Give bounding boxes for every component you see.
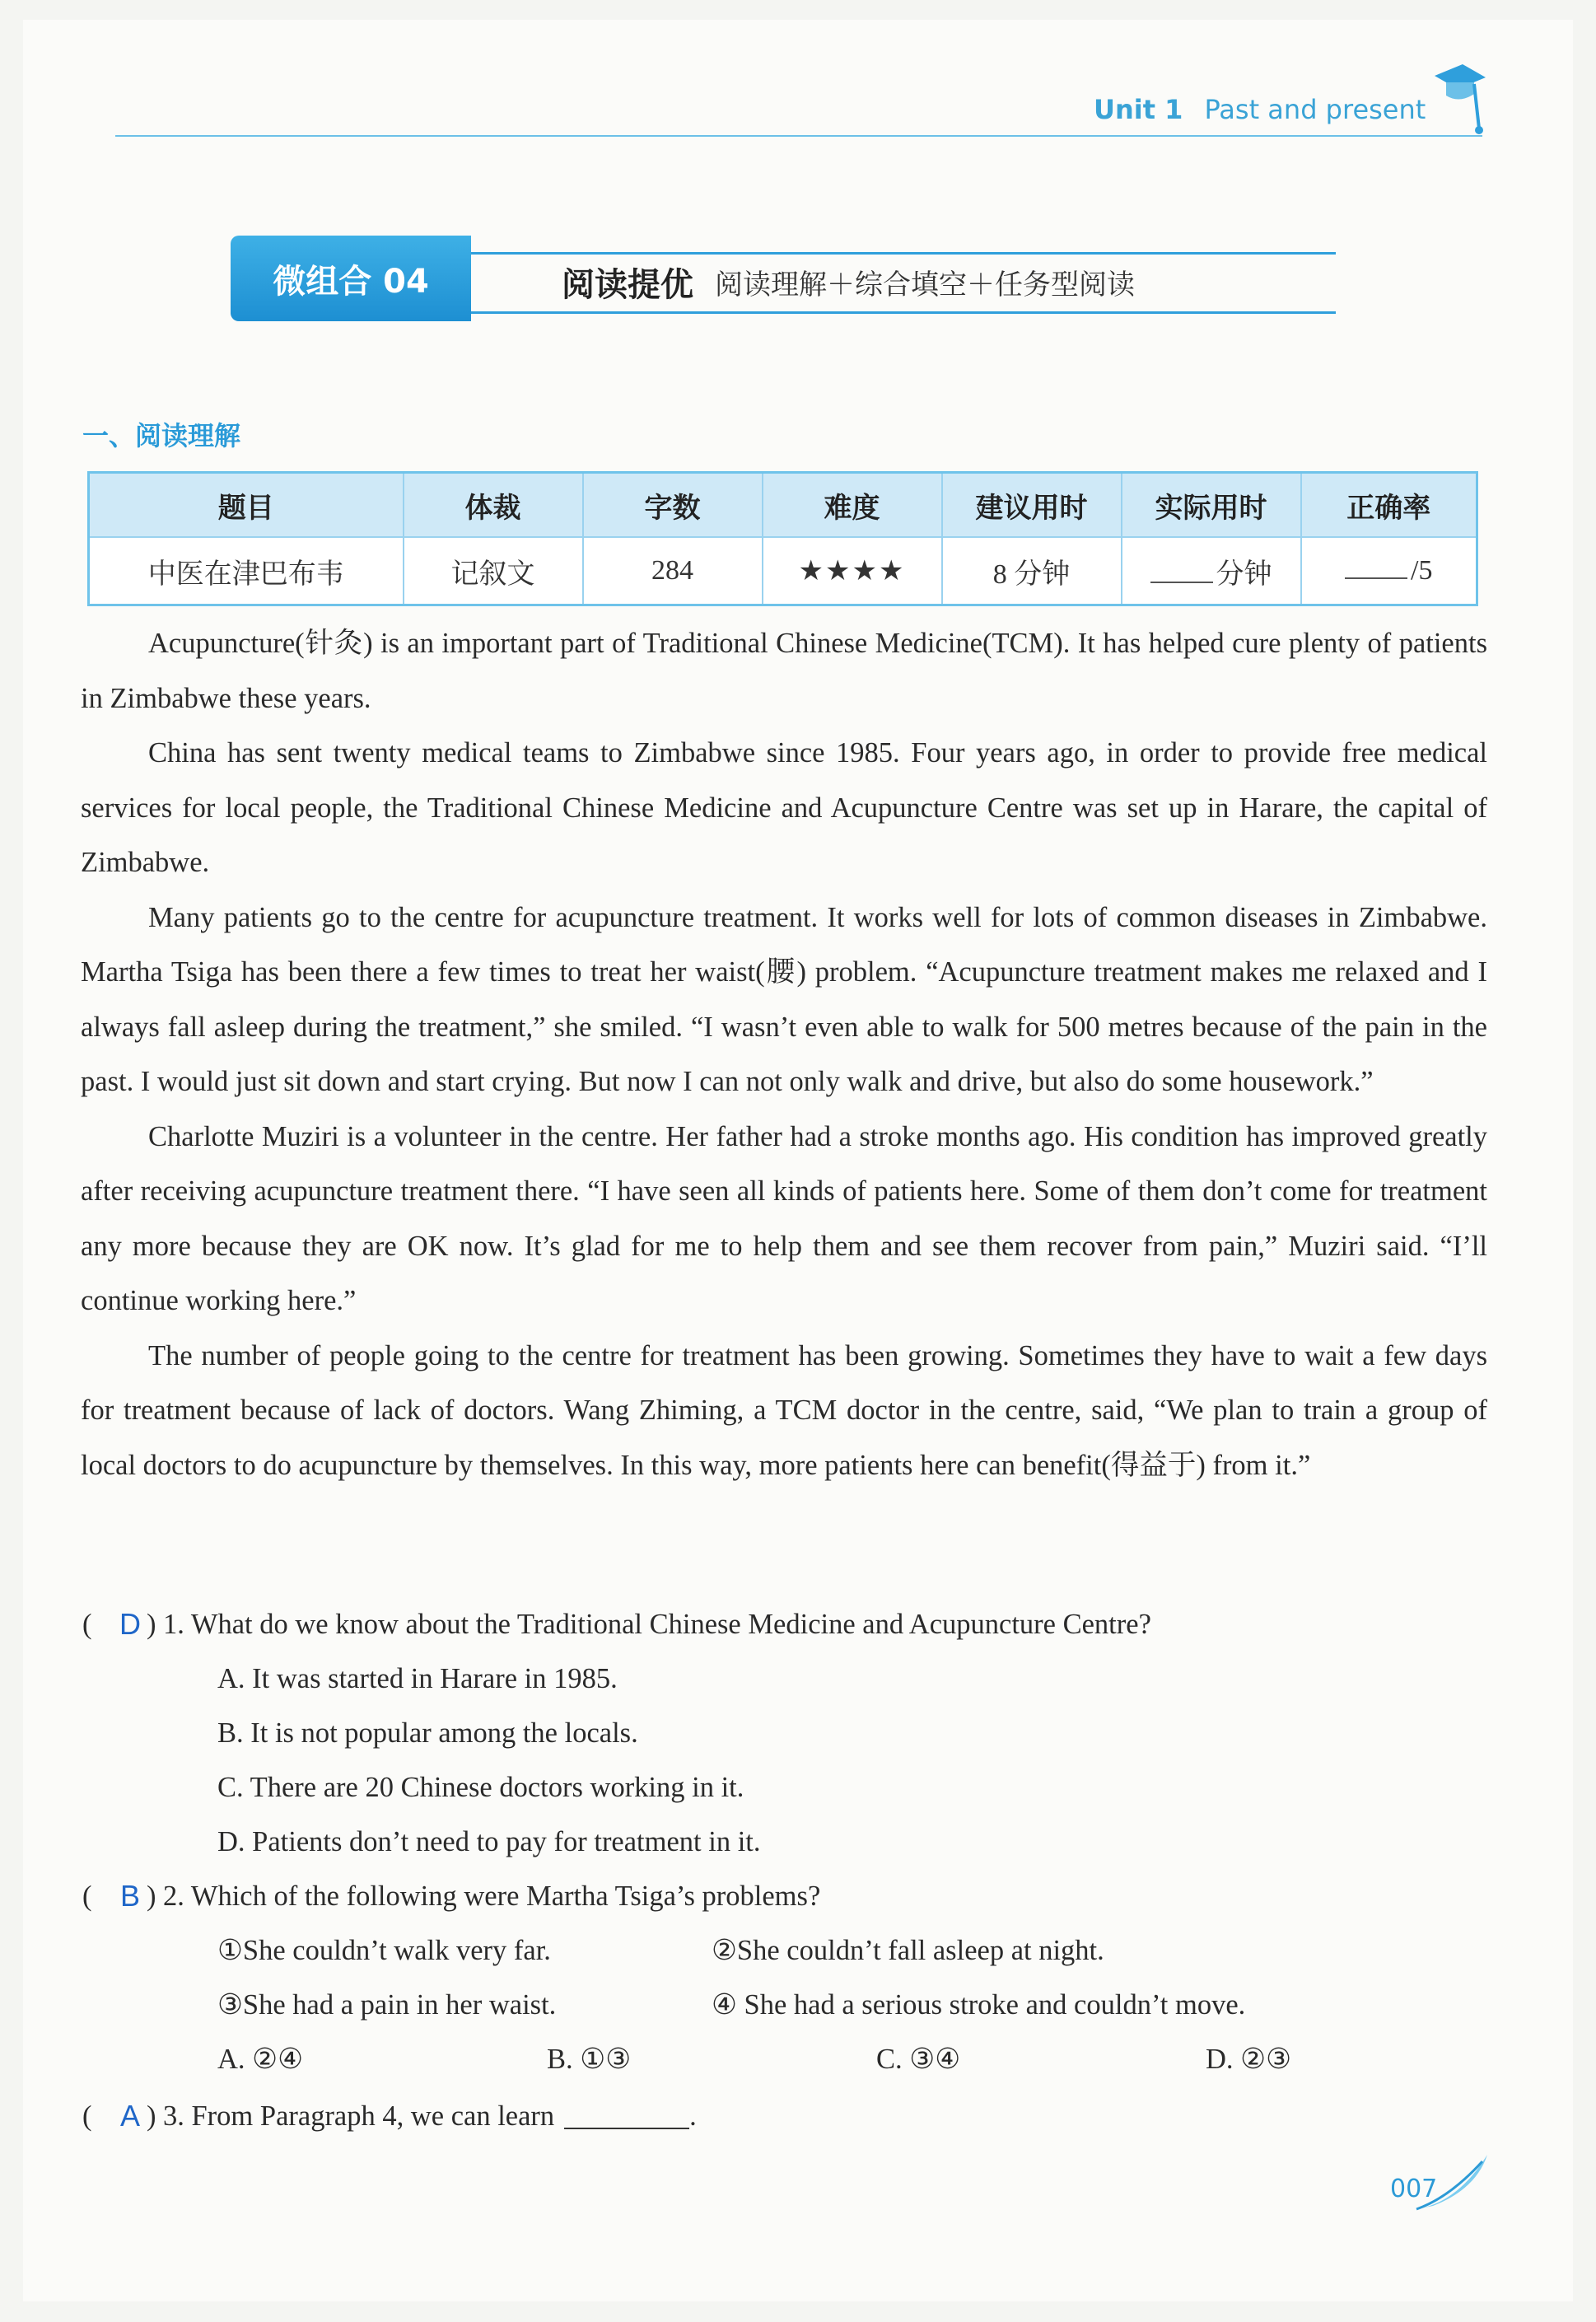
- fill-in-blank[interactable]: [564, 2103, 689, 2129]
- table-header-cell: 体裁: [404, 473, 583, 538]
- actual-time-unit: 分钟: [1216, 558, 1272, 590]
- table-header-row: [89, 473, 1477, 538]
- question-3: [82, 2089, 1482, 2143]
- cell-actual-time[interactable]: [1122, 537, 1301, 605]
- statement-1: ①She couldn’t walk very far.: [217, 1935, 551, 1966]
- question-stem: 2. Which of the following were Martha Tsiga’s problems?: [163, 1880, 821, 1912]
- statement-3: ③She had a pain in her waist.: [217, 1989, 557, 2021]
- answer-mark[interactable]: A: [119, 2099, 140, 2133]
- answer-mark[interactable]: D: [119, 1607, 141, 1641]
- header-divider: [115, 135, 1482, 137]
- banner-tag: 微组合 04: [231, 236, 471, 321]
- option-c: C. ③④: [876, 2044, 961, 2075]
- banner-title: [562, 257, 1135, 306]
- option-b: B. It is not popular among the locals.: [217, 1717, 638, 1749]
- cell-word-count: 284: [583, 537, 763, 605]
- passage-paragraph: The number of people going to the centre for treatment has been growing. Sometimes they have to wait a few days for treatment because of lack of doctors. Wang Zhiming, a TCM doctor in the centre, said, “We plan to train a group of local doctors to do acupuncture by themselves. In this way, more patients here can benefit(得益于) from it.”: [81, 1339, 1487, 1481]
- table-header-cell: 正确率: [1301, 473, 1477, 538]
- question-2: [82, 1869, 1482, 1923]
- accuracy-total: /5: [1411, 555, 1433, 586]
- passage-paragraph: Acupuncture(针灸) is an important part of Traditional Chinese Medicine(TCM). It has helped cure plenty of patients in Zimbabwe these years.: [81, 628, 1487, 714]
- banner-main-title: 阅读提优: [562, 265, 693, 304]
- unit-title: Past and present: [1204, 94, 1426, 125]
- answer-paren-open: (: [82, 1880, 92, 1912]
- table-row: [89, 537, 1477, 605]
- option-a: A. It was started in Harare in 1985.: [217, 1663, 618, 1694]
- option-d: D. ②③: [1206, 2044, 1292, 2075]
- option-a: A. ②④: [217, 2044, 304, 2075]
- actual-time-blank[interactable]: [1150, 560, 1213, 583]
- cell-accuracy[interactable]: [1301, 537, 1477, 605]
- cell-suggested-time: 8 分钟: [942, 537, 1122, 605]
- reading-passage: [81, 616, 1487, 1493]
- unit-label: Unit 1: [1094, 94, 1183, 125]
- passage-paragraph: Charlotte Muziri is a volunteer in the centre. Her father had a stroke months ago. His condition has improved greatly after receiving acupuncture treatment there. “I have seen all kinds of patients here. Some of them don’t come for treatment any more because they are OK now. It’s glad for me to help them and see them recover from pain,” Muziri said. “I’ll continue working here.”: [81, 1120, 1487, 1316]
- question-1: [82, 1597, 1482, 1652]
- page-number: 007: [1390, 2175, 1438, 2203]
- passage-paragraph: Many patients go to the centre for acupuncture treatment. It works well for lots of common diseases in Zimbabwe. Martha Tsiga has been there a few times to treat her waist(腰) problem. “Acupuncture treatment makes me relaxed and I always fall asleep during the treatment,” she smiled. “I wasn’t even able to walk for 500 metres because of the pain in the past. I would just sit down and start crying. But now I can not only walk and drive, but also do some housework.”: [81, 901, 1487, 1097]
- option-d: D. Patients don’t need to pay for treatment in it.: [217, 1826, 761, 1857]
- cell-title: 中医在津巴布韦: [89, 537, 404, 605]
- answer-mark[interactable]: B: [119, 1879, 140, 1913]
- statement-2: ②She couldn’t fall asleep at night.: [712, 1935, 1104, 1966]
- info-table: [87, 471, 1478, 606]
- option-b: B. ①③: [547, 2044, 632, 2075]
- option-c: C. There are 20 Chinese doctors working in it.: [217, 1772, 744, 1803]
- table-header-cell: 实际用时: [1122, 473, 1301, 538]
- table-header-cell: 字数: [583, 473, 763, 538]
- passage-paragraph: China has sent twenty medical teams to Zimbabwe since 1985. Four years ago, in order to provide free medical services for local people, the Traditional Chinese Medicine and Acupuncture Centre was set up in Harare, the capital of Zimbabwe.: [81, 737, 1487, 878]
- table-header-cell: 题目: [89, 473, 404, 538]
- banner-line-bottom: [471, 311, 1336, 314]
- table-header-cell: 建议用时: [942, 473, 1122, 538]
- answer-paren-open: (: [82, 1609, 92, 1640]
- answer-paren-close: ): [147, 1880, 156, 1912]
- cell-genre: 记叙文: [404, 537, 583, 605]
- question-stem: 1. What do we know about the Traditional Chinese Medicine and Acupuncture Centre?: [163, 1609, 1151, 1640]
- section-heading: 一、阅读理解: [82, 420, 241, 451]
- statement-4: ④ She had a serious stroke and couldn’t move.: [712, 1989, 1246, 2021]
- accuracy-blank[interactable]: [1345, 556, 1407, 579]
- table-header-cell: 难度: [763, 473, 942, 538]
- unit-header: [1094, 89, 1426, 130]
- answer-paren-close: ): [147, 2100, 156, 2132]
- banner-line-top: [471, 252, 1336, 255]
- graduation-cap-icon: [1431, 59, 1489, 135]
- stem-period: .: [689, 2100, 697, 2132]
- banner-subtitle: 阅读理解＋综合填空＋任务型阅读: [715, 268, 1135, 301]
- question-stem: 3. From Paragraph 4, we can learn: [163, 2100, 555, 2132]
- answer-paren-close: ): [147, 1609, 156, 1640]
- answer-paren-open: (: [82, 2100, 92, 2132]
- cell-difficulty-stars: ★★★★: [763, 537, 942, 605]
